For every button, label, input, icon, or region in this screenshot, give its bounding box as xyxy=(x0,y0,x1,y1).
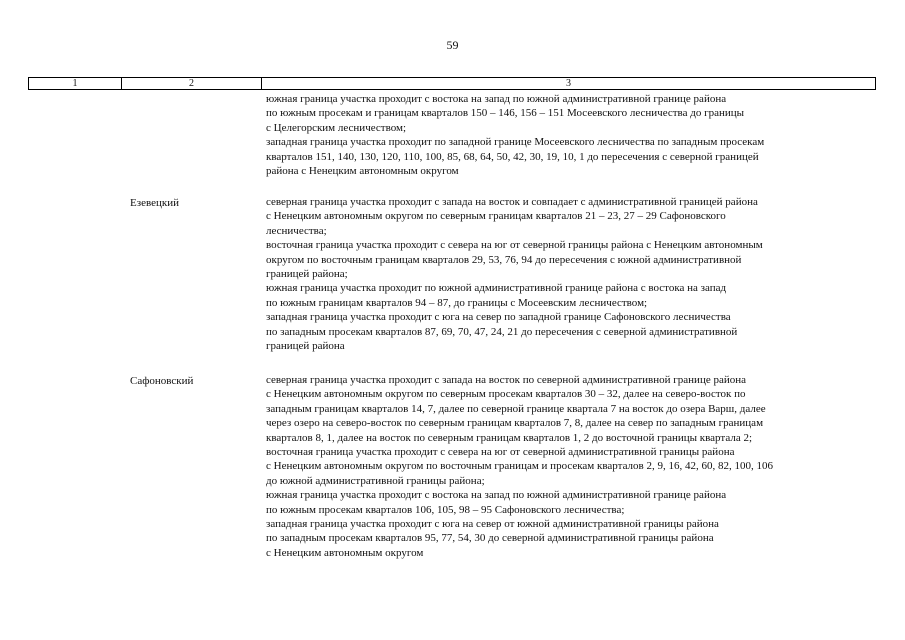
text-line: с Ненецким автономным округом xyxy=(266,546,424,559)
text-line: границей района xyxy=(266,340,345,353)
text-line: кварталов 8, 1, далее на восток по северным границам кварталов 1, 2 до восточной границы квартала 2; xyxy=(266,431,753,444)
boundary-description xyxy=(266,373,876,560)
text-line: кварталов 151, 140, 130, 120, 110, 100, 85, 68, 64, 50, 42, 30, 19, 10, 1 до пересечения с северной границей xyxy=(266,150,759,163)
text-line: северная граница участка проходит с запада на восток и совпадает с административной границей района xyxy=(266,196,758,208)
text-line: восточная граница участка проходит с севера на юг от северной границы района с Ненецким автономным xyxy=(266,239,763,252)
text-line: района с Ненецким автономным округом xyxy=(266,165,459,178)
text-line: западная граница участка проходит с юга на север по западной границе Сафоновского лесничества xyxy=(266,311,731,324)
text-line: округом по восточным границам кварталов 29, 53, 76, 94 до пересечения с южной административной xyxy=(266,253,742,266)
page-number: 59 xyxy=(446,38,459,52)
text-line: западная граница участка проходит с юга на север от южной административной границы района xyxy=(266,518,719,531)
text-line: по западным просекам кварталов 87, 69, 70, 47, 24, 21 до пересечения с северной административной xyxy=(266,325,738,338)
text-line: южная граница участка проходит по южной административной границе района с востока на запад xyxy=(266,282,727,295)
text-line: северная граница участка проходит с запада на восток по северной административной границе района xyxy=(266,374,746,386)
text-line: с Ненецким автономным округом по северным границам кварталов 21 – 23, 27 – 29 Сафоновского xyxy=(266,210,726,223)
header-col-3: 3 xyxy=(566,78,571,89)
header-col-1: 1 xyxy=(29,78,122,89)
text-line: с Ненецким автономным округом по северным просекам кварталов 30 – 32, далее на северо-восток по xyxy=(266,388,746,401)
text-line: по южным границам кварталов 94 – 87, до границы с Мосеевским лесничеством; xyxy=(266,296,648,309)
text-line: с Ненецким автономным округом по восточным границам и просекам кварталов 2, 9, 16, 42, 60, 82, 100, 106 xyxy=(266,460,773,473)
text-line: по южным просекам кварталов 106, 105, 98 – 95 Сафоновского лесничества; xyxy=(266,503,625,516)
text-line: с Целегорским лесничеством; xyxy=(266,121,406,134)
text-line: лесничества; xyxy=(266,224,327,237)
text-line: по южным просекам и границам кварталов 150 – 146, 156 – 151 Мосеевского лесничества до границы xyxy=(266,107,745,120)
text-line: до южной административной границы района; xyxy=(266,474,485,487)
text-line: южная граница участка проходит с востока на запад по южной административной границе района xyxy=(266,93,727,105)
text-line: западным границам кварталов 14, 7, далее по северной границе квартала 7 на восток до озера Варш, далее xyxy=(266,402,766,415)
text-line: границей района; xyxy=(266,268,348,281)
table-header xyxy=(28,77,876,90)
text-line: восточная граница участка проходит с севера на юг от северной административной границы района xyxy=(266,446,735,459)
boundary-description xyxy=(266,195,876,353)
area-name: Сафоновский xyxy=(130,375,194,387)
boundary-description xyxy=(266,92,876,178)
area-name: Езевецкий xyxy=(130,197,179,209)
header-col-2: 2 xyxy=(122,78,262,89)
text-line: западная граница участка проходит по западной границе Мосеевского лесничества по западным просекам xyxy=(266,136,765,149)
text-line: южная граница участка проходит с востока на запад по южной административной границе района xyxy=(266,489,727,502)
text-line: по западным просекам кварталов 95, 77, 54, 30 до северной административной границы района xyxy=(266,532,714,545)
text-line: через озеро на северо-восток по северным границам кварталов 7, 8, далее на север по западным границам xyxy=(266,417,764,430)
